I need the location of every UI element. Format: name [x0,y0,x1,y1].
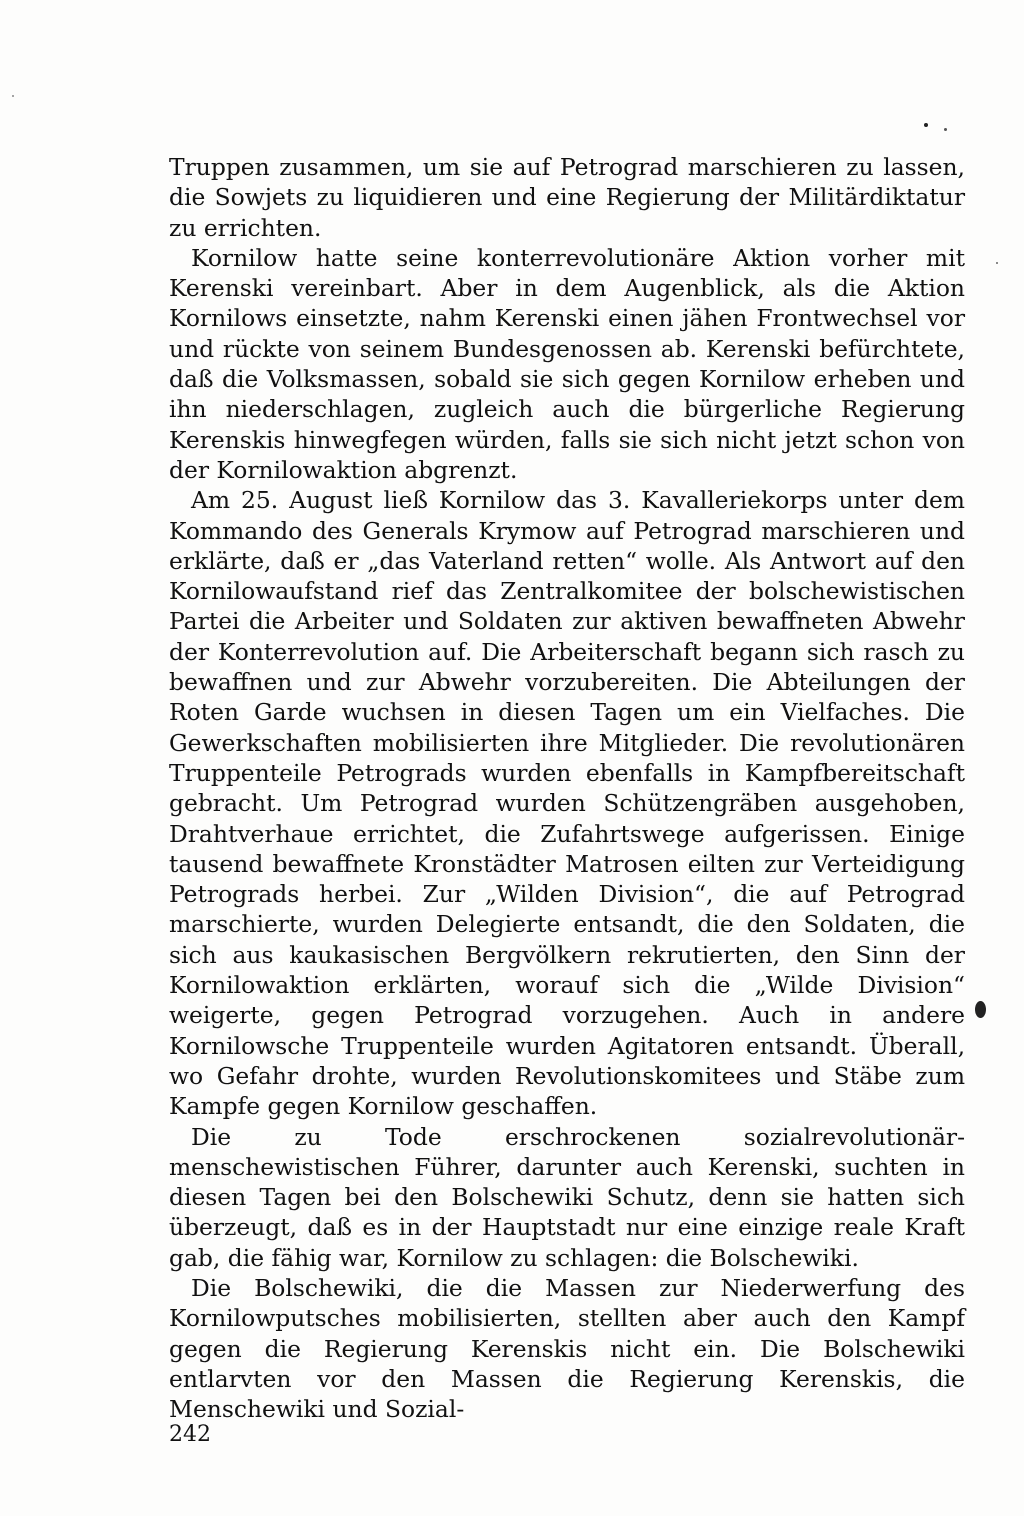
page-number: 242 [169,1422,211,1447]
paragraph: Die Bolschewiki, die die Massen zur Niederwerfung des Kornilowputsches mobilisierten, stellten aber auch den Kampf gegen die Regierung Kerenskis nicht ein. Die Bolschewiki entlarvten vor den Massen die Regierung Kerenskis, die Menschewiki und Sozial- [169,1273,965,1424]
print-speck [12,95,14,97]
paragraph: Am 25. August ließ Kornilow das 3. Kavalleriekorps unter dem Kommando des Generals Krymow auf Petrograd marschieren und erklärte, daß er „das Vaterland retten“ wolle. Als Antwort auf den Kornilowaufstand rief das Zentralkomitee der bolschewistischen Partei die Arbeiter und Soldaten zur aktiven bewaffneten Abwehr der Konterrevolution auf. Die Arbeiterschaft begann sich rasch zu bewaffnen und zur Abwehr vorzubereiten. Die Abteilungen der Roten Garde wuchsen in diesen Tagen um ein Vielfaches. Die Gewerkschaften mobilisierten ihre Mitglieder. Die revolutionären Truppenteile Petrograds wurden ebenfalls in Kampfbereitschaft gebracht. Um Petrograd wurden Schützengräben ausgehoben, Drahtverhaue errichtet, die Zufahrtswege aufgerissen. Einige tausend bewaffnete Kronstädter Matrosen eilten zur Verteidigung Petrograds herbei. Zur „Wilden Division“, die auf Petrograd marschierte, wurden Delegierte entsandt, die den Soldaten, die sich aus kaukasischen Bergvölkern rekrutierten, den Sinn der Kornilowaktion erklärten, worauf sich die „Wilde Division“ weigerte, gegen Petrograd vorzugehen. Auch in andere Kornilowsche Truppenteile wurden Agitatoren entsandt. Überall, wo Gefahr drohte, wurden Revolutionskomitees und Stäbe zum Kampfe gegen Kornilow geschaffen. [169,486,965,1121]
print-speck [924,123,928,127]
body-text [169,152,965,1424]
ink-blot [975,1001,986,1018]
print-speck [996,262,998,264]
print-speck [944,128,947,131]
paragraph: Kornilow hatte seine konterrevolutionäre Aktion vorher mit Kerenski vereinbart. Aber in dem Augenblick, als die Aktion Kornilows einsetzte, nahm Kerenski einen jähen Frontwechsel vor und rückte von seinem Bundesgenossen ab. Kerenski befürchtete, daß die Volksmassen, sobald sie sich gegen Kornilow erheben und ihn niederschlagen, zugleich auch die bürgerliche Regierung Kerenskis hinwegfegen würden, falls sie sich nicht jetzt schon von der Kornilowaktion abgrenzt. [169,243,965,484]
paragraph: Die zu Tode erschrockenen sozialrevolutionär-menschewistischen Führer, darunter auch Kerenski, suchten in diesen Tagen bei den Bolschewiki Schutz, denn sie hatten sich überzeugt, daß es in der Hauptstadt nur eine einzige reale Kraft gab, die fähig war, Kornilow zu schlagen: die Bolschewiki. [169,1122,965,1272]
paragraph-continued: Truppen zusammen, um sie auf Petrograd marschieren zu lassen, die Sowjets zu liquidieren und eine Regierung der Militärdiktatur zu errichten. [169,153,965,242]
